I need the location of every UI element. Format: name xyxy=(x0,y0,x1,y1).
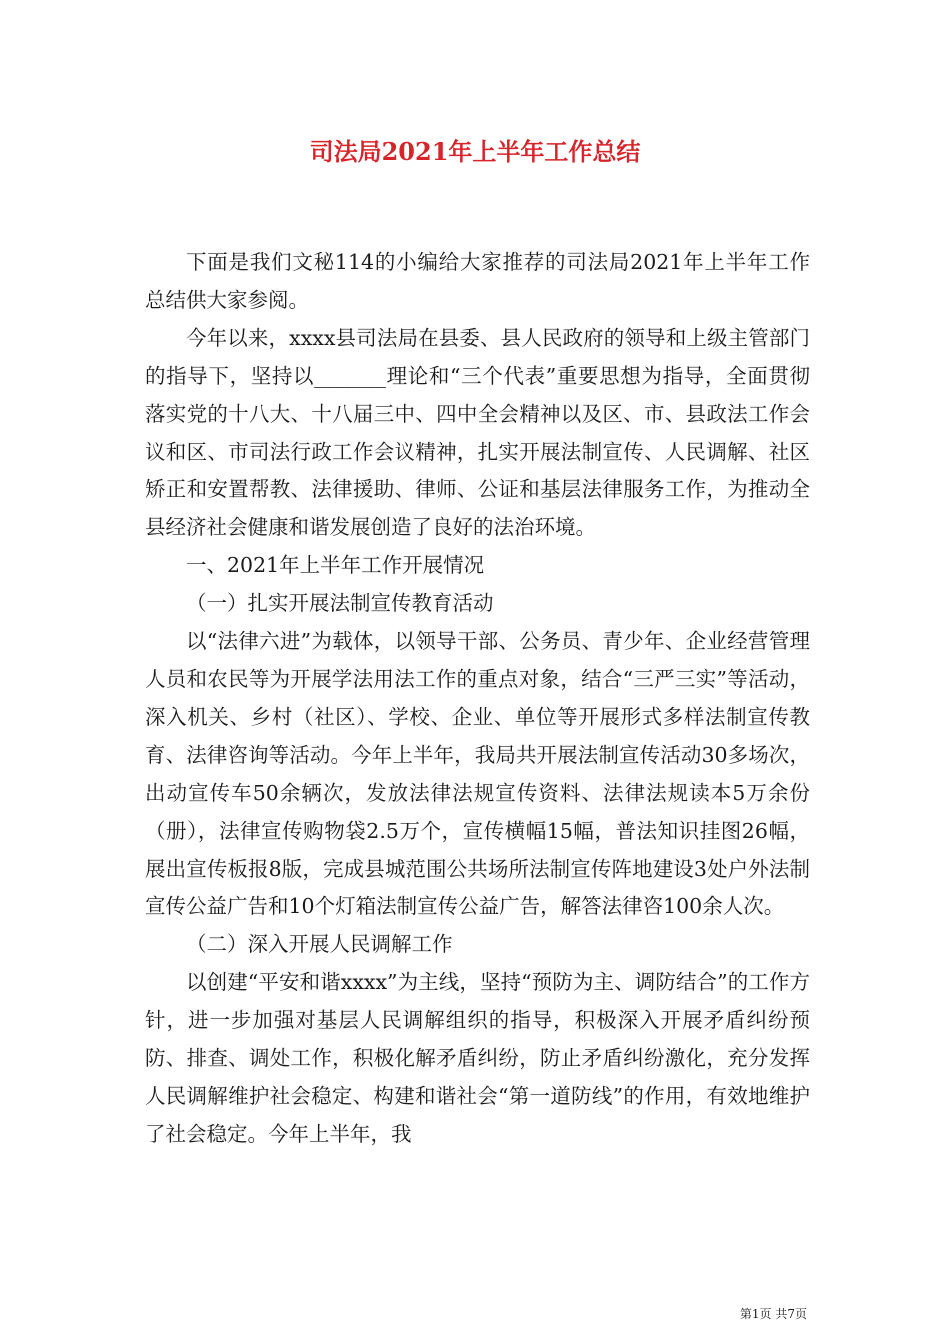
paragraph-mediation: 以创建“平安和谐xxxx”为主线，坚持“预防为主、调防结合”的工作方针，进一步加强对基层人民调解组织的指导，积极深入开展矛盾纠纷预防、排查、调处工作，积极化解矛盾纠纷，防止矛盾纠纷激化，充分发挥人民调解维护社会稳定、构建和谐社会“第一道防线”的作用，有效地维护了社会稳定。今年上半年，我 xyxy=(145,970,810,1146)
subsection-heading-1: （一）扎实开展法制宣传教育活动 xyxy=(186,591,494,616)
document-title: 司法局2021年上半年工作总结 xyxy=(309,137,641,166)
page-number: 第1页 共7页 xyxy=(739,1307,807,1321)
paragraph-overview: 今年以来，xxxx县司法局在县委、县人民政府的领导和上级主管部门的指导下，坚持以_______理论和“三个代表”重要思想为指导，全面贯彻落实党的十八大、十八届三中、四中全会精神以及区、市、县政法工作会议和区、市司法行政工作会议精神，扎实开展法制宣传、人民调解、社区矫正和安置帮教、法律援助、律师、公证和基层法律服务工作，为推动全县经济社会健康和谐发展创造了良好的法治环境。 xyxy=(145,325,810,540)
paragraph-intro: 下面是我们文秘114的小编给大家推荐的司法局2021年上半年工作总结供大家参阅。 xyxy=(145,250,810,312)
subsection-heading-2: （二）深入开展人民调解工作 xyxy=(186,932,453,957)
paragraph-legal-publicity: 以“法律六进”为载体，以领导干部、公务员、青少年、企业经营管理人员和农民等为开展学法用法工作的重点对象，结合“三严三实”等活动，深入机关、乡村（社区）、学校、企业、单位等开展形式多样法制宣传教育、法律咨询等活动。今年上半年，我局共开展法制宣传活动30多场次，出动宣传车50余辆次，发放法律法规宣传资料、法律法规读本5万余份（册），法律宣传购物袋2.5万个，宣传横幅15幅，普法知识挂图26幅，展出宣传板报8版，完成县城范围公共场所法制宣传阵地建设3处户外法制宣传公益广告和10个灯箱法制宣传公益广告，解答法律咨100余人次。 xyxy=(145,629,810,919)
section-heading-1: 一、2021年上半年工作开展情况 xyxy=(186,553,485,578)
document-body xyxy=(145,244,810,1154)
